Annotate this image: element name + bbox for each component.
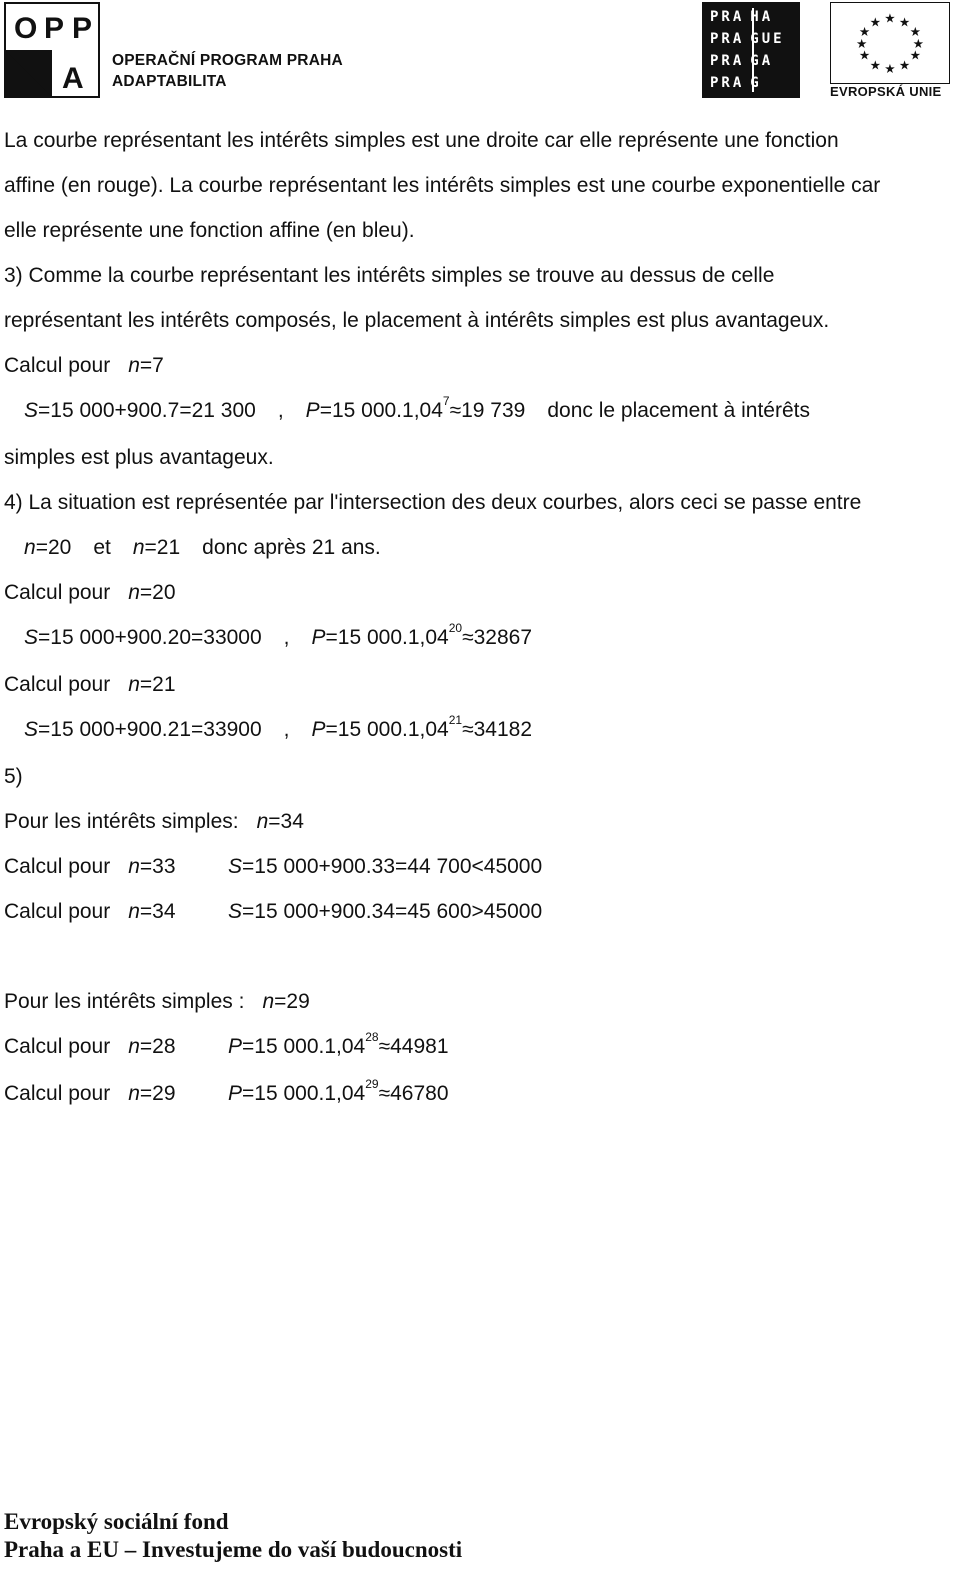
eu-label: EVROPSKÁ UNIE [830,84,942,99]
eq-p-n7: =15 000.1,04 [319,399,443,422]
praha-logo [702,2,800,98]
exponent-n20: 20 [448,621,463,635]
svg-text:★: ★ [884,61,896,77]
calc-n21-heading: Calcul pour n=21 [4,673,176,696]
svg-text:★: ★ [869,57,882,73]
praha-row-4-b: G [750,75,762,91]
opp-letter-p2: P [72,12,93,45]
praha-row-4-a: PRA [710,75,745,91]
calc-n28-row: Calcul pour n=28 P=15 $000.1,04^{28}\approx 44981$ [4,1030,449,1058]
svg-text:★: ★ [909,24,922,40]
paragraph-4-line-2: n=20 et n=21 donc après 21 ans. [24,536,381,559]
equation-n7: S=15 000+900.7=21 300 , P=15 $000.1,04^7\approx 19$ 739 donc le placement à intérêts [24,394,810,422]
exponent-n28: 28 [365,1030,379,1044]
praha-row-1-b: HA [750,9,774,25]
footer-line-1: Evropský sociální fond [4,1509,229,1534]
n-value: =7 [139,354,164,377]
paragraph-4-line-1: 4) La situation est représentée par l'intersection des deux courbes, alors ceci se passe entre [4,491,862,514]
eq-result-n21: ≈34182 [462,718,533,741]
praha-row-3-a: PRA [710,53,745,69]
equation-n21: S=15 000+900.21=33900 , P=15 $000.1,04^{21}\approx 34182$ [24,713,533,741]
praha-row-1-a: PRA [710,9,745,25]
n-value-21: =21 [144,536,181,559]
calc-n20-heading: Calcul pour n=20 [4,581,176,604]
svg-text:★: ★ [858,47,871,63]
conclusion-part-1: donc le placement à intérêts [547,399,810,422]
calc-n34-row: Calcul pour n=34 S=15 000+900.34=45 600>45000 [4,900,543,923]
svg-text:★: ★ [898,14,911,30]
calc-label: Calcul pour [4,354,111,377]
praha-row-2-b: GUE [750,31,785,47]
eq-s-n7: =15 000+900.7=21 300 [38,399,256,422]
paragraph-1-line-3: elle représente une fonction affine (en bleu). [4,219,415,242]
conclusion-part-2: simples est plus avantageux. [4,446,274,469]
eu-flag-icon [830,2,950,84]
et-word: et [93,536,111,559]
eq-p-n20: =15 000.1,04 [325,626,449,649]
paragraph-3-line-2: représentant les intérêts composés, le placement à intérêts simples est plus avantageux. [4,309,830,332]
svg-text:★: ★ [869,14,882,30]
page-header [0,0,960,110]
eq-result-n28: ≈44981 [378,1035,449,1058]
document-body [4,118,954,1118]
svg-text:★: ★ [909,47,922,63]
eq-s-n33: =15 000+900.33=44 700<45000 [242,855,543,878]
eq-p-n21: =15 000.1,04 [325,718,449,741]
eq-s-n21: =15 000+900.21=33900 [38,718,262,741]
eq-p-n29: =15 000.1,04 [242,1082,366,1105]
opp-logo [4,2,100,98]
eq-s-n34: =15 000+900.34=45 600>45000 [242,900,543,923]
opp-letter-p1: P [44,12,65,45]
eq-p-n28: =15 000.1,04 [242,1035,366,1058]
donc-apres: donc après 21 ans. [202,536,381,559]
svg-text:★: ★ [858,24,871,40]
equation-n20: S=15 000+900.20=33000 , P=15 $000.1,04^{20}\approx 32867$ [24,621,533,649]
svg-text:★: ★ [912,35,924,51]
praha-row-2-a: PRA [710,31,745,47]
praha-row-3-b: GA [750,53,774,69]
opp-letter-o: O [14,12,38,45]
eq-result-n20: ≈32867 [462,626,533,649]
eq-s-n20: =15 000+900.20=33000 [38,626,262,649]
opp-line-1: OPERAČNÍ PROGRAM PRAHA [112,52,343,69]
paragraph-1-line-1: La courbe représentant les intérêts simples est une droite car elle représente une fonction [4,129,839,152]
calc-n33-row: Calcul pour n=33 S=15 000+900.33=44 700<45000 [4,855,543,878]
paragraph-3-line-1: 3) Comme la courbe représentant les intérêts simples se trouve au dessus de celle [4,264,775,287]
svg-text:★: ★ [898,57,911,73]
opp-line-2: ADAPTABILITA [112,73,227,90]
opp-program-name [112,50,343,92]
item-5-label: 5) [4,765,23,788]
footer-line-2: Praha a EU – Investujeme do vaší budoucnosti [4,1537,463,1562]
opp-letter-a: A [62,62,84,95]
calc-n29-row: Calcul pour n=29 P=15 $000.1,04^{29}\approx 46780$ [4,1077,449,1105]
simple-interest-heading: Pour les intérêts simples: n=34 [4,810,304,833]
exponent-n21: 21 [448,713,463,727]
paragraph-1-line-2: affine (en rouge). La courbe représentant les intérêts simples est une courbe exponentielle car [4,174,881,197]
exponent-n29: 29 [365,1077,379,1091]
exponent-n7: 7 [442,394,450,408]
n-value-29: =29 [274,990,310,1013]
compound-heading: Pour les intérêts simples : n=29 [4,990,310,1013]
eq-result-n29: ≈46780 [378,1082,449,1105]
calc-n7-heading: Calcul pour n=7 [4,354,164,377]
svg-text:★: ★ [856,35,868,51]
eq-result-n7: ≈19 739 [449,399,526,422]
svg-text:★: ★ [884,10,896,26]
page-footer [4,1508,462,1564]
n-value-20: =20 [35,536,72,559]
n-value-34: =34 [268,810,304,833]
